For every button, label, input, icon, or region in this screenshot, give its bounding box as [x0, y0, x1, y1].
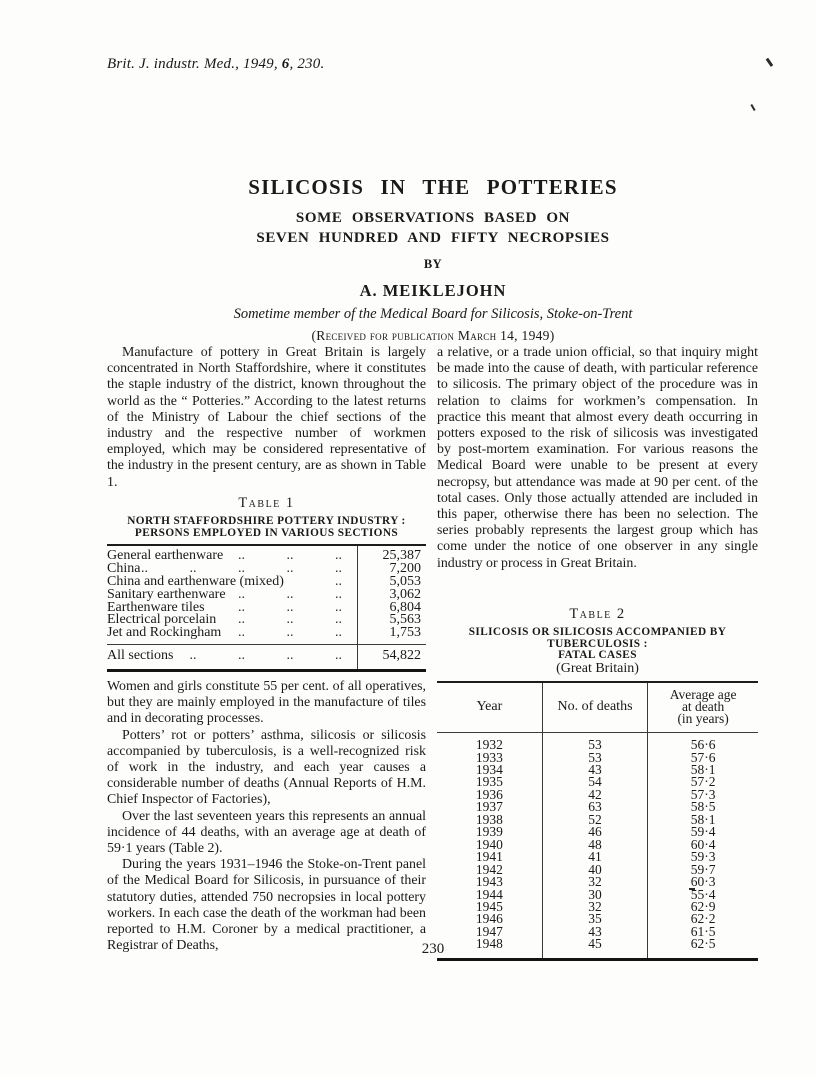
- cell-year: 1945: [475, 899, 503, 914]
- title-block: [83, 175, 783, 344]
- cell-year: 1943: [475, 874, 503, 890]
- table-row: [437, 733, 758, 752]
- cell-year: 1940: [475, 836, 503, 852]
- right-column-body: [437, 345, 758, 572]
- row-label: China: [107, 560, 141, 576]
- cell-avg-age: 62·9: [690, 899, 716, 914]
- table-row: [107, 627, 426, 640]
- cell-avg-age: 56·6: [690, 737, 716, 753]
- row-label: General earthenware: [107, 548, 224, 563]
- cell-avg-age: 58·1: [690, 811, 716, 827]
- cell-avg-age: 55·4: [690, 886, 716, 902]
- cell-deaths: 63: [542, 801, 647, 813]
- table-2-heading-line2: FATAL CASES: [558, 649, 637, 661]
- col-header-deaths: No. of deaths: [542, 682, 647, 733]
- cell-year: 1932: [475, 737, 503, 753]
- row-value: 3,062: [389, 586, 421, 602]
- leader-dots: ..: [335, 575, 342, 589]
- table-1-heading-line2: PERSONS EMPLOYED IN VARIOUS SECTIONS: [134, 526, 399, 539]
- cell-deaths: 32: [542, 876, 647, 888]
- table-1-heading-line1: NORTH STAFFORDSHIRE POTTERY INDUSTRY :: [127, 515, 406, 527]
- left-column-body: [107, 679, 426, 954]
- cell-avg-age: 58·5: [690, 799, 716, 815]
- row-value: 1,753: [389, 625, 421, 641]
- paragraph: Manufacture of pottery in Great Britain is largely concentrated in North Staffordshire, where it constitutes the staple industry of the district, known throughout the world as the “ Potteries.” According to the latest returns of the Ministry of Labour the chief sections of the industry and the respective number of workmen employed, which may be considered representative of the industry in the present century, are as shown in Table 1.: [107, 345, 426, 490]
- table-1-body: [107, 544, 426, 672]
- row-value: 5,563: [389, 612, 421, 628]
- row-value: 5,053: [389, 573, 421, 589]
- author-name: A. MEIKLEJOHN: [359, 281, 507, 300]
- row-label: Jet and Rockingham: [107, 625, 222, 641]
- cell-deaths: 45: [542, 938, 647, 959]
- cell-deaths: 30: [542, 889, 647, 901]
- table-2-header: [437, 682, 758, 733]
- cell-avg-age: 62·2: [690, 911, 716, 927]
- cell-year: 1942: [475, 861, 503, 877]
- journal-ref-volume: 6: [281, 56, 290, 72]
- row-value: 6,804: [389, 599, 421, 615]
- paragraph: Over the last seventeen years this represents an annual incidence of 44 deaths, with an average age at death of 59·1 years (Table 2).: [107, 808, 426, 857]
- page-number: 230: [421, 941, 445, 957]
- cell-year: 1944: [475, 886, 503, 902]
- cell-year: 1941: [475, 849, 503, 865]
- cell-avg-age: 57·3: [690, 786, 716, 802]
- cell-avg-age: 57·6: [690, 749, 716, 765]
- table-2-grid: [437, 681, 758, 961]
- leader-dots: .. .. .. ..: [189, 649, 342, 663]
- cell-avg-age: 60·4: [690, 836, 716, 852]
- table-2: [437, 607, 758, 961]
- cell-year: 1935: [475, 774, 503, 790]
- row-value: 54,822: [382, 648, 421, 664]
- cell-avg-age: 58·1: [690, 762, 716, 778]
- scan-artifact: [750, 104, 755, 111]
- cell-deaths: 53: [542, 752, 647, 764]
- cell-deaths: 40: [542, 864, 647, 876]
- leader-dots: .. .. ..: [238, 550, 342, 563]
- journal-ref-suffix: , 230.: [289, 56, 325, 72]
- paragraph: a relative, or a trade union official, so that inquiry might be made into the cause of death, with particular reference to silicosis. The primary object of the procedure was in relation to claims for workmen’s compensation. In practice this meant that almost every death occurring in potters exposed to the risk of silicosis was investigated by post-mortem examination. For various reasons the Medical Board were unable to be present at every necropsy, but attendance was made at 90 per cent. of the total cases. Only those actually attended are included in this paper, otherwise there has been no selection. The series probably represents the largest group which has come under the notice of one observer in any single industry or process in Great Britain.: [437, 345, 758, 571]
- table-row: [107, 550, 426, 563]
- cell-deaths: 54: [542, 776, 647, 788]
- leader-dots: .. .. ..: [238, 614, 342, 628]
- row-value: 25,387: [382, 548, 421, 563]
- cell-deaths: 32: [542, 901, 647, 913]
- scan-artifact: [766, 58, 773, 67]
- paragraph: Potters’ rot or potters’ asthma, silicosis or silicosis accompanied by tuberculosis, is a well-recognized risk of work in the industry, and each year causes a considerable number of deaths (Annual Reports of H.M. Chief Inspector of Factories),: [107, 727, 426, 808]
- cell-avg-age: 59·4: [690, 824, 716, 840]
- received-date-line: (Received for publication March 14, 1949): [311, 328, 555, 343]
- cell-year: 1934: [475, 762, 503, 778]
- col-header-avg-age-line1: Average age: [669, 686, 737, 702]
- cell-year: 1939: [475, 824, 503, 840]
- cell-avg-age: 59·7: [690, 861, 716, 877]
- leader-dots: .. .. ..: [238, 588, 342, 602]
- left-column-intro: [107, 345, 426, 491]
- col-header-year: Year: [437, 682, 542, 733]
- cell-avg-age: 60·3: [690, 874, 716, 890]
- cell-avg-age: 62·5: [690, 936, 716, 952]
- leader-dots: .. .. .. .. ..: [141, 562, 342, 576]
- cell-avg-age: 61·5: [690, 923, 716, 939]
- article-subtitle-line2: SEVEN HUNDRED AND FIFTY NECROPSIES: [256, 230, 610, 246]
- cell-year: 1936: [475, 786, 503, 802]
- cell-year: 1938: [475, 811, 503, 827]
- cell-year: 1948: [475, 936, 503, 952]
- journal-ref-prefix: Brit. J. industr. Med., 1949,: [107, 56, 282, 72]
- leader-dots: .. .. ..: [238, 601, 342, 615]
- cell-year: 1937: [475, 799, 503, 815]
- cell-avg-age: 59·3: [690, 849, 716, 865]
- cell-deaths: 46: [542, 826, 647, 838]
- row-label: All sections: [107, 648, 174, 664]
- col-header-avg-age: [648, 682, 758, 733]
- row-label: Sanitary earthenware: [107, 586, 226, 602]
- by-label: BY: [423, 257, 443, 271]
- table-2-rows: [437, 733, 758, 960]
- article-subtitle-line1: SOME OBSERVATIONS BASED ON: [295, 210, 571, 226]
- cell-deaths: 48: [542, 839, 647, 851]
- cell-year: 1933: [475, 749, 503, 765]
- article-title: SILICOSIS IN THE POTTERIES: [248, 175, 618, 199]
- table-2-heading-line1: SILICOSIS OR SILICOSIS ACCOMPANIED BY TUBERCULOSIS :: [468, 626, 727, 650]
- cell-deaths: 43: [542, 764, 647, 776]
- leader-dots: .. .. ..: [238, 627, 342, 641]
- row-label: Earthenware tiles: [107, 599, 205, 615]
- cell-deaths: 53: [542, 733, 647, 752]
- cell-deaths: 52: [542, 814, 647, 826]
- cell-avg-age: 57·2: [690, 774, 716, 790]
- row-label: Electrical porcelain: [107, 612, 217, 628]
- cell-deaths: 42: [542, 789, 647, 801]
- table-2-caption: Table 2: [569, 606, 626, 622]
- paragraph: During the years 1931–1946 the Stoke-on-Trent panel of the Medical Board for Silicosis, in pursuance of their statutory duties, attended 750 necropsies in local pottery workers. In each case the death of the workman had been reported to H.M. Coroner by a medical practitioner, a Registrar of Deaths,: [107, 857, 426, 954]
- table-1: [107, 496, 426, 672]
- col-header-avg-age-line2: at death: [681, 698, 725, 714]
- cell-deaths: 41: [542, 851, 647, 863]
- journal-reference: [107, 56, 324, 73]
- cell-year: 1946: [475, 911, 503, 927]
- table-total-row: [107, 645, 426, 668]
- cell-deaths: 35: [542, 913, 647, 925]
- table-1-vertical-rule: [357, 546, 358, 669]
- author-affiliation: Sometime member of the Medical Board for Silicosis, Stoke-on-Trent: [233, 306, 633, 322]
- row-value: 7,200: [389, 560, 421, 576]
- table-1-caption: Table 1: [238, 495, 295, 511]
- paragraph: Women and girls constitute 55 per cent. of all operatives, but they are mainly employed in the manufacture of tiles and in decorating processes.: [107, 679, 426, 727]
- cell-deaths: 43: [542, 926, 647, 938]
- cell-year: 1947: [475, 923, 503, 939]
- table-2-heading-line3: (Great Britain): [556, 660, 639, 676]
- col-header-avg-age-line3: (in years): [677, 710, 729, 726]
- row-label: China and earthenware (mixed): [107, 573, 284, 589]
